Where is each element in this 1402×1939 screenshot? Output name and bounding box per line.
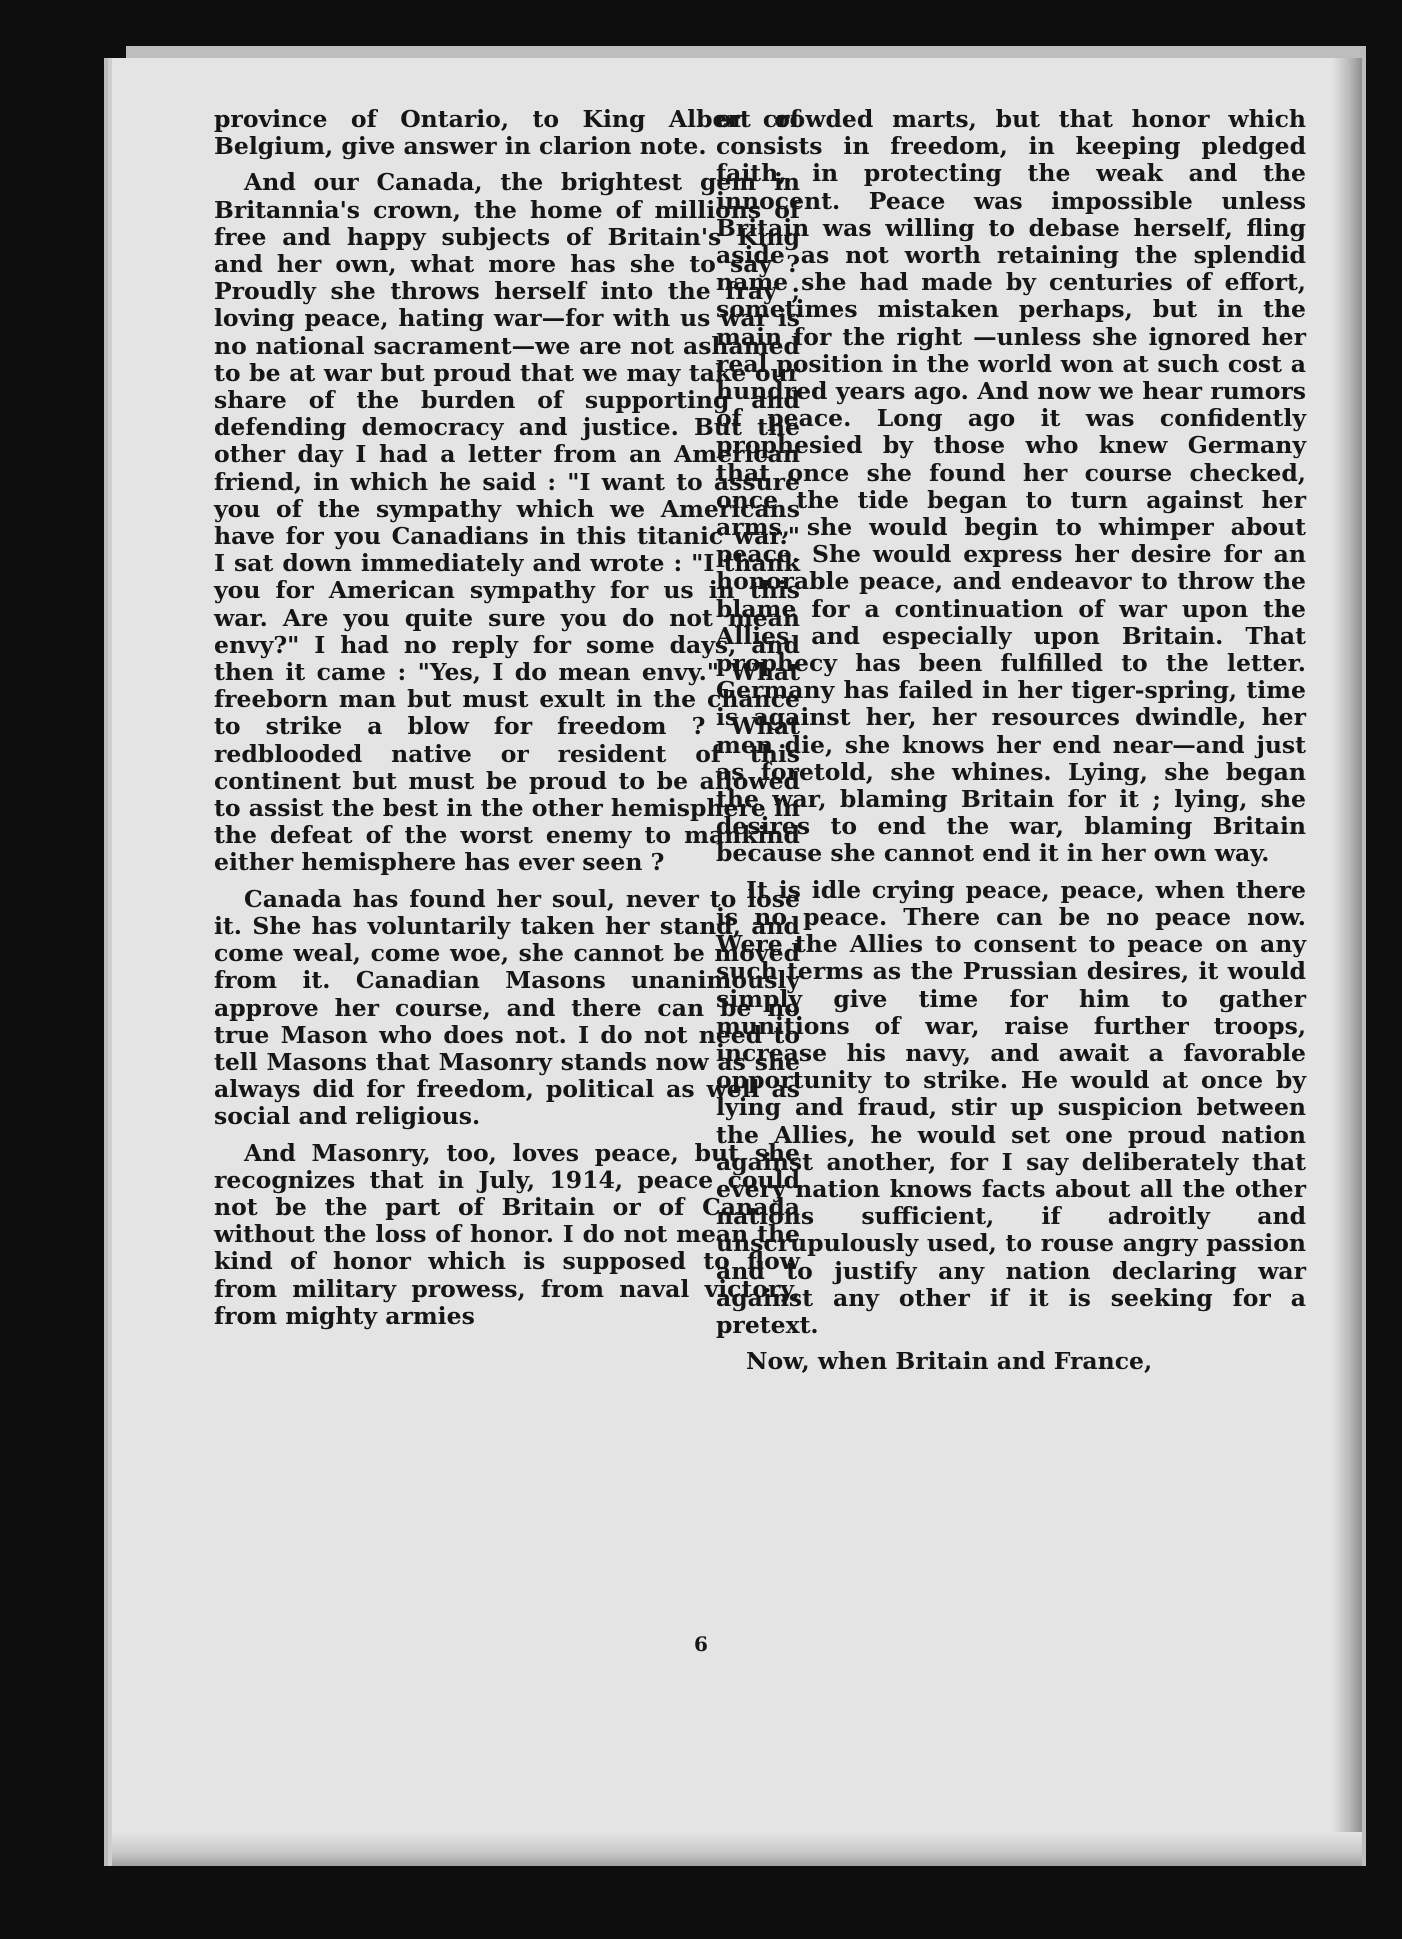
paragraph: province of Ontario, to King Albert of Belgium, give answer in clarion note. [214, 105, 800, 161]
paragraph: or crowded marts, but that honor which consists in freedom, in keeping pledged faith, in protecting the weak and the innocent. Peace was impossible unless Britain was willing to debase herself, fling aside as not worth retaining the splendid name she had made by centuries of effort, sometimes mistaken perhaps, but in the main for the right —unless she ignored her real position in the world won at such cost a hundred years ago. And now we hear rumors of peace. Long ago it was confidently prophesied by those who knew Germany that once she found her course checked, once the tide began to turn against her arms, she would begin to whimper about peace. She would express her desire for an honorable peace, and endeavor to throw the blame for a continuation of war upon the Allies and especially upon Britain. That prophecy has been fulfilled to the letter. Germany has failed in her tiger-spring, time is against her, her resources dwindle, her men die, she knows her end near—and just as foretold, she whines. Lying, she began the war, blaming Britain for it ; lying, she desires to end the war, blaming Britain because she cannot end it in her own way. [716, 105, 1306, 868]
left-column [214, 106, 800, 1339]
page-edge-bottom [112, 1832, 1362, 1866]
right-column [716, 106, 1306, 1384]
paragraph: Canada has found her soul, never to lose it. She has voluntarily taken her stand, and come weal, come woe, she cannot be moved from it. Canadian Masons unanimously approve her course, and there can be no true Mason who does not. I do not need to tell Masons that Masonry stands now as she always did for freedom, political as well as social and religious. [214, 884, 800, 1131]
page-number: 6 [694, 1632, 708, 1656]
page-edge-right [1332, 58, 1362, 1866]
paragraph: And our Canada, the brightest gem in Britannia's crown, the home of millions of free and happy subjects of Britain's King and her own, what more has she to say ? Proudly she throws herself into the fray ; loving peace, hating war—for with us war is no national sacrament—we are not ashamed to be at war but proud that we may take our share of the burden of supporting and defending democracy and justice. But the other day I had a letter from an American friend, in which he said : "I want to assure you of the sympathy which we Americans have for you Canadians in this titanic war." I sat down immediately and wrote : "I thank you for American sympathy for us in this war. Are you quite sure you do not mean envy?" I had no reply for some days, and then it came : "Yes, I do mean envy." What freeborn man but must exult in the chance to strike a blow for freedom ? What redblooded native or resident of this continent but must be proud to be allowed to assist the best in the other hemisphere in the defeat of the worst enemy to mankind either hemisphere has ever seen ? [214, 168, 800, 877]
paragraph: And Masonry, too, loves peace, but she recognizes that in July, 1914, peace could not be the part of Britain or of Canada without the loss of honor. I do not mean the kind of honor which is supposed to flow from military prowess, from naval victory, from mighty armies [214, 1138, 800, 1330]
paragraph: Now, when Britain and France, [746, 1347, 1153, 1376]
paragraph: It is idle crying peace, peace, when there is no peace. There can be no peace now. Were the Allies to consent to peace on any such terms as the Prussian desires, it would simply give time for him to gather munitions of war, raise further troops, increase his navy, and await a favorable opportunity to strike. He would at once by lying and fraud, stir up suspicion between the Allies, he would set one proud nation against another, for I say deliberately that every nation knows facts about all the other nations sufficient, if adroitly and unscrupulously used, to rouse angry passion and to justify any nation declaring war against any other if it is seeking for a pretext. [716, 875, 1306, 1339]
